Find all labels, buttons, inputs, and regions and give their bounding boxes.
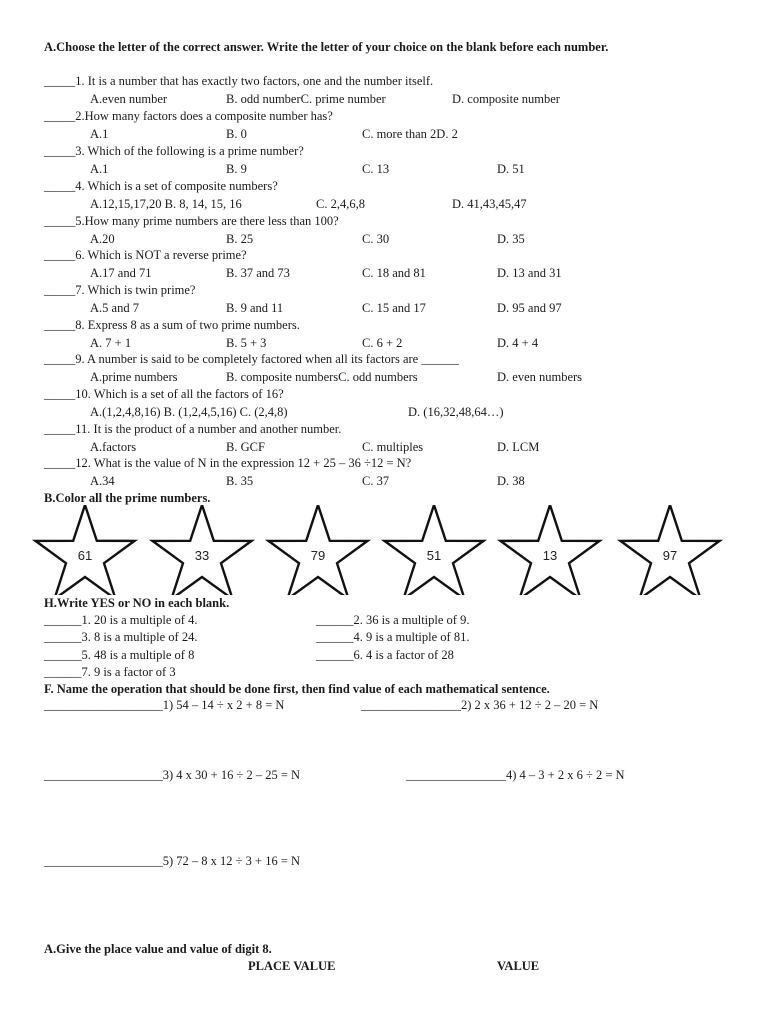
question-text: _____2.How many factors does a composite number has? — [44, 109, 333, 123]
option-d: D. 41,43,45,47 — [452, 197, 527, 211]
math-sentence-2: ________________2) 2 x 36 + 12 ÷ 2 – 20 = N — [361, 698, 599, 712]
question-text: _____7. Which is twin prime? — [44, 283, 196, 297]
option-b: B. 9 — [226, 162, 247, 176]
math-sentence-4: ________________4) 4 – 3 + 2 x 6 ÷ 2 = N — [406, 768, 625, 782]
option-b: B. 35 — [226, 474, 254, 488]
question-text: _____9. A number is said to be completely factored when all its factors are ______ — [44, 352, 459, 366]
option-c: C. 37 — [362, 474, 390, 488]
question-text: _____3. Which of the following is a prime number? — [44, 144, 304, 158]
question-text: _____12. What is the value of N in the expression 12 + 25 – 36 ÷12 = N? — [44, 456, 412, 470]
section-a-instruction: A.Choose the letter of the correct answer. Write the letter of your choice on the blank before each number. — [44, 40, 609, 54]
option-c: C. 13 — [362, 162, 390, 176]
question-text: _____4. Which is a set of composite numbers? — [44, 179, 278, 193]
option-a: A.factors — [90, 440, 137, 454]
option-a: A.5 and 7 — [90, 301, 139, 315]
yes-no-item-2: ______2. 36 is a multiple of 9. — [316, 613, 470, 627]
yes-no-item-3: ______3. 8 is a multiple of 24. — [44, 630, 198, 644]
option-a: A. 7 + 1 — [90, 336, 132, 350]
option-d: D. even numbers — [497, 370, 583, 384]
option-d: D. 95 and 97 — [497, 301, 562, 315]
math-sentence-3: ___________________3) 4 x 30 + 16 ÷ 2 – 25 = N — [44, 768, 301, 782]
question-text: _____11. It is the product of a number and another number. — [44, 422, 342, 436]
section-f-instruction: F. Name the operation that should be done first, then find value of each mathematical sentence. — [44, 682, 550, 696]
section-h-instruction: H.Write YES or NO in each blank. — [44, 596, 230, 610]
question-text: _____5.How many prime numbers are there less than 100? — [44, 214, 339, 228]
option-b: B. 9 and 11 — [226, 301, 284, 315]
option-b: B. composite numbersC. odd numbers — [226, 370, 418, 384]
math-sentence-5: ___________________5) 72 – 8 x 12 ÷ 3 + 16 = N — [44, 854, 301, 868]
option-c: C. multiples — [362, 440, 424, 454]
option-d: D. 13 and 31 — [497, 266, 562, 280]
star-number-97: 97 — [662, 548, 678, 563]
option-d: D. 51 — [497, 162, 525, 176]
option-d: D. composite number — [452, 92, 560, 106]
option-a: A.17 and 71 — [90, 266, 152, 280]
yes-no-item-1: ______1. 20 is a multiple of 4. — [44, 613, 198, 627]
option-a: A.1 — [90, 127, 109, 141]
question-text: _____6. Which is NOT a reverse prime? — [44, 248, 247, 262]
option-a: A.even number — [90, 92, 168, 106]
yes-no-item-6: ______6. 4 is a factor of 28 — [316, 648, 454, 662]
yes-no-item-5: ______5. 48 is a multiple of 8 — [44, 648, 195, 662]
value-column-header: VALUE — [497, 959, 540, 973]
option-d: D. 35 — [497, 232, 525, 246]
yes-no-item-7: ______7. 9 is a factor of 3 — [44, 665, 176, 679]
option-c: C. 6 + 2 — [362, 336, 403, 350]
star-row — [30, 505, 750, 595]
section-b-instruction: B.Color all the prime numbers. — [44, 491, 211, 505]
option-c: C. 30 — [362, 232, 390, 246]
star-number-79: 79 — [310, 548, 326, 563]
place-value-instruction: A.Give the place value and value of digit 8. — [44, 942, 272, 956]
option-a: A.1 — [90, 162, 109, 176]
option-a: A.20 — [90, 232, 115, 246]
option-a: A.(1,2,4,8,16) B. (1,2,4,5,16) C. (2,4,8) — [90, 405, 288, 419]
star-number-13: 13 — [542, 548, 558, 563]
option-a: A.prime numbers — [90, 370, 178, 384]
yes-no-item-4: ______4. 9 is a multiple of 81. — [316, 630, 470, 644]
option-c: C. 18 and 81 — [362, 266, 426, 280]
option-b: B. 25 — [226, 232, 254, 246]
option-c: C. 2,4,6,8 — [316, 197, 365, 211]
option-b: B. 0 — [226, 127, 247, 141]
option-b: B. GCF — [226, 440, 265, 454]
star-number-33: 33 — [194, 548, 210, 563]
option-d: D. (16,32,48,64…) — [408, 405, 504, 419]
question-text: _____10. Which is a set of all the factors of 16? — [44, 387, 284, 401]
star-number-61: 61 — [77, 548, 93, 563]
option-b: B. odd numberC. prime number — [226, 92, 386, 106]
option-c: C. 15 and 17 — [362, 301, 426, 315]
star-number-51: 51 — [426, 548, 442, 563]
question-text: _____1. It is a number that has exactly two factors, one and the number itself. — [44, 74, 434, 88]
option-a: A.34 — [90, 474, 115, 488]
question-text: _____8. Express 8 as a sum of two prime numbers. — [44, 318, 300, 332]
option-c: C. more than 2D. 2 — [362, 127, 458, 141]
option-d: D. LCM — [497, 440, 540, 454]
math-sentence-1: ___________________1) 54 – 14 ÷ x 2 + 8 = N — [44, 698, 285, 712]
option-a: A.12,15,17,20 B. 8, 14, 15, 16 — [90, 197, 242, 211]
option-b: B. 37 and 73 — [226, 266, 290, 280]
option-d: D. 4 + 4 — [497, 336, 539, 350]
place-value-column-header: PLACE VALUE — [248, 959, 336, 973]
option-b: B. 5 + 3 — [226, 336, 267, 350]
option-d: D. 38 — [497, 474, 525, 488]
